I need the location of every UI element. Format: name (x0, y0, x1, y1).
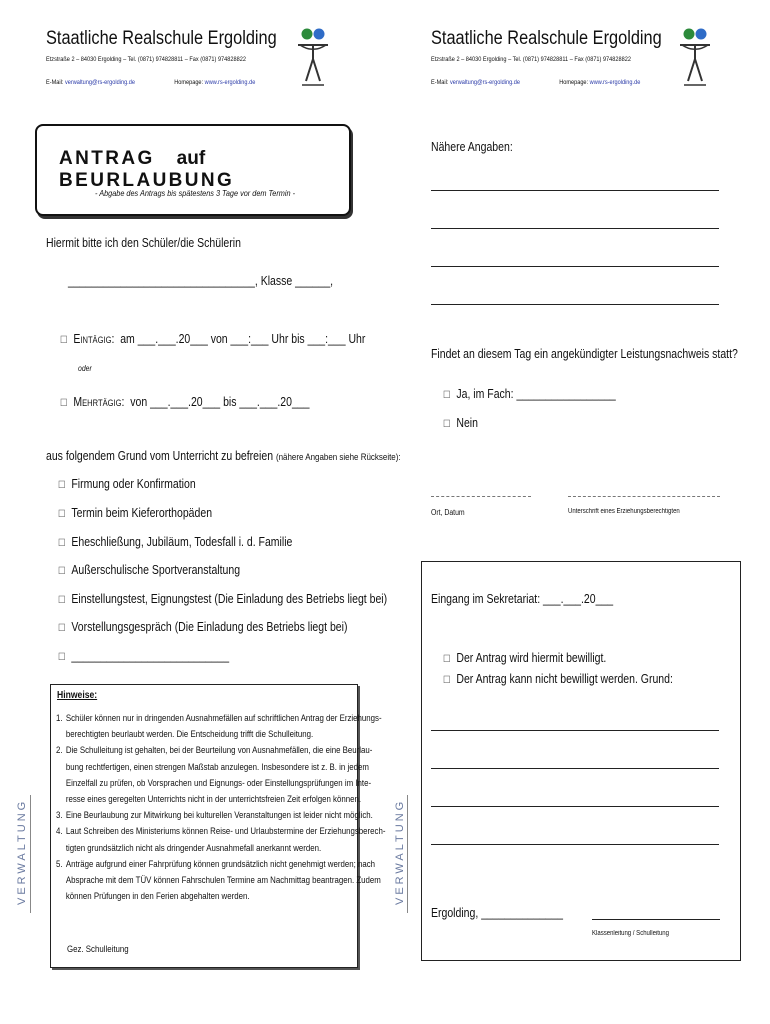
hinweis-line (56, 824, 385, 840)
approval-signature-line[interactable] (592, 919, 720, 920)
contact-line (46, 79, 255, 86)
hinweis-line (56, 776, 371, 792)
signature-line[interactable] (568, 496, 720, 497)
email-label: E-Mail: (431, 79, 449, 86)
hinweis-line (56, 711, 382, 727)
hinweis-text: berechtigten beurlaubt werden. Die Entscheidung trifft die Schulleitung. (65, 729, 314, 741)
hinweis-text: Die Schulleitung ist gehalten, bei der Beurteilung von Ausnahmefällen, die eine Beurlau- (65, 745, 373, 757)
email-label: E-Mail: (46, 79, 64, 86)
checkbox-icon[interactable]: ☐ (443, 675, 451, 686)
place-date-caption: Ort, Datum (431, 508, 465, 517)
school-name: Staatliche Realschule Ergolding (46, 28, 277, 49)
option-denied[interactable]: ☐ Der Antrag kann nicht bewilligt werden. Grund: (443, 672, 673, 686)
reason-intro: aus folgendem Grund vom Unterricht zu befreien (nähere Angaben siehe Rückseite): (46, 449, 401, 463)
title-box (35, 124, 351, 216)
checkbox-icon[interactable]: ☐ (60, 335, 68, 346)
hinweis-line (56, 808, 373, 824)
school-logo (294, 25, 332, 87)
approval-signature-caption: Klassenleitung / Schulleitung (592, 930, 669, 937)
school-name-right: Staatliche Realschule Ergolding (431, 28, 662, 49)
hinweis-line (56, 727, 313, 743)
hinweis-text: können Prüfungen in den Ferien abgehalten werden. (65, 891, 250, 903)
checkbox-icon[interactable]: ☐ (58, 623, 66, 634)
school-address: Etzstraße 2 – 84030 Ergolding – Tel. (0871) 974828811 – Fax (0871) 974828822 (46, 56, 246, 63)
side-label: VERWALTUNG (16, 798, 28, 905)
reason-line[interactable] (431, 768, 719, 769)
assessment-question: Findet an diesem Tag ein angekündigter Leistungsnachweis statt? (431, 347, 738, 361)
hinweis-text: resse eines geregelten Unterrichts nicht in der unterrichtsfreien Zeit erfolgen können. (65, 794, 362, 805)
hinweis-number: 5. (56, 858, 63, 870)
option-yes[interactable]: ☐ Ja, im Fach: _________________ (443, 387, 616, 401)
side-label-right: VERWALTUNG (394, 798, 406, 905)
reason-item[interactable]: ☐ Außerschulische Sportveranstaltung (58, 563, 241, 577)
hinweis-line (56, 841, 321, 857)
option-mehrtaegig[interactable] (60, 395, 309, 409)
contact-line-right (431, 79, 640, 86)
details-line[interactable] (431, 190, 719, 191)
homepage-link[interactable]: www.rs-ergolding.de (589, 79, 641, 86)
hinweis-line (56, 857, 375, 873)
checkbox-icon[interactable]: ☐ (443, 419, 451, 430)
homepage-label: Homepage: (559, 79, 589, 86)
form-title: ANTRAG aufBEURLAUBUNG (59, 148, 235, 191)
hinweise-title: Hinweise: (57, 690, 98, 701)
ergolding-field[interactable]: Ergolding, ______________ (431, 906, 563, 920)
school-address-right: Etzstraße 2 – 84030 Ergolding – Tel. (0871) 974828811 – Fax (0871) 974828822 (431, 56, 631, 63)
details-label: Nähere Angaben: (431, 140, 513, 154)
reason-item[interactable]: ☐ Firmung oder Konfirmation (58, 477, 196, 491)
details-line[interactable] (431, 228, 719, 229)
signature: Gez. Schulleitung (67, 944, 129, 955)
hinweis-text: Laut Schreiben des Ministeriums können Reise- und Urlaubstermine der Erziehungsberech- (65, 826, 386, 838)
hinweis-number: 3. (56, 810, 63, 822)
hinweis-line (56, 760, 369, 776)
student-name-field[interactable]: ________________________________, Klasse ______, (68, 274, 334, 288)
hinweis-line (56, 889, 250, 905)
checkbox-icon[interactable]: ☐ (58, 566, 66, 577)
hinweis-number: 4. (56, 826, 63, 838)
hinweis-text: tigten grundsätzlich nicht als dringender Ausnahmefall anerkannt werden. (65, 842, 322, 854)
checkbox-icon[interactable]: ☐ (58, 480, 66, 491)
hinweis-number: 2. (56, 745, 63, 757)
checkbox-icon[interactable]: ☐ (58, 595, 66, 606)
checkbox-icon[interactable]: ☐ (443, 390, 451, 401)
email-link[interactable]: verwaltung@rs-ergolding.de (449, 79, 520, 86)
signature-caption: Unterschrift eines Erziehungsberechtigten (568, 508, 680, 515)
reason-item[interactable]: ☐ Eheschließung, Jubiläum, Todesfall i. d. Familie (58, 535, 293, 549)
homepage-label: Homepage: (174, 79, 204, 86)
hinweis-number: 1. (56, 713, 63, 724)
place-date-line[interactable] (431, 496, 531, 497)
hinweis-text: Einzelfall zu prüfen, ob Vorsprachen und Eignungs- oder Einstellungsprüfungen im Inte- (65, 777, 372, 789)
checkbox-icon[interactable]: ☐ (58, 509, 66, 520)
option-label: Mehrtägig: (73, 395, 125, 409)
checkbox-icon[interactable]: ☐ (443, 654, 451, 665)
intro-text: Hiermit bitte ich den Schüler/die Schülerin (46, 236, 241, 250)
email-link[interactable]: verwaltung@rs-ergolding.de (64, 79, 135, 86)
oder-text: oder (78, 364, 92, 373)
checkbox-icon[interactable]: ☐ (58, 538, 66, 549)
checkbox-icon[interactable]: ☐ (58, 652, 66, 663)
hinweis-text: Schüler können nur in dringenden Ausnahmefällen auf schriftlichen Antrag der Erziehungs- (65, 713, 382, 724)
option-text: von ___.___.20___ bis ___.___.20___ (130, 395, 310, 409)
hinweis-line (56, 792, 361, 808)
hinweis-text: Absprache mit dem TÜV können Fahrschulen Termine am Nachmittag beantragen. Zudem (65, 875, 381, 886)
checkbox-icon[interactable]: ☐ (60, 398, 68, 409)
eingang-field[interactable]: Eingang im Sekretariat: ___.___.20___ (431, 592, 614, 606)
reason-item[interactable]: ☐ Einstellungstest, Eignungstest (Die Einladung des Betriebs liegt bei) (58, 592, 388, 606)
reason-line[interactable] (431, 806, 719, 807)
details-line[interactable] (431, 304, 719, 305)
hinweis-line (56, 873, 381, 889)
option-label: Eintägig: (73, 332, 115, 346)
school-logo-right (676, 25, 714, 87)
side-line (30, 795, 31, 913)
reason-item[interactable]: ☐ Termin beim Kieferorthopäden (58, 506, 213, 520)
reason-item-other[interactable]: ☐ ___________________________ (58, 649, 230, 663)
option-no[interactable]: ☐ Nein (443, 416, 478, 430)
hinweis-line (56, 743, 372, 759)
reason-line[interactable] (431, 730, 719, 731)
option-text: am ___.___.20___ von ___:___ Uhr bis ___:___ Uhr (120, 332, 366, 346)
office-box (421, 561, 741, 961)
hinweis-text: Eine Beurlaubung zur Mitwirkung bei kulturellen Veranstaltungen ist leider nicht möglich. (65, 810, 373, 822)
reason-item[interactable]: ☐ Vorstellungsgespräch (Die Einladung des Betriebs liegt bei) (58, 620, 348, 634)
form-subtitle: - Abgabe des Antrags bis spätestens 3 Tage vor dem Termin - (95, 188, 296, 198)
hinweis-text: bung rechtfertigen, einen strengen Maßstab anzulegen. Insbesondere ist z. B. in jedem (65, 761, 369, 773)
option-eintaegig[interactable] (60, 332, 365, 346)
homepage-link[interactable]: www.rs-ergolding.de (204, 79, 256, 86)
reason-line[interactable] (431, 844, 719, 845)
hinweis-text: Anträge aufgrund einer Fahrprüfung können grundsätzlich nicht genehmigt werden; nach (65, 858, 376, 870)
details-line[interactable] (431, 266, 719, 267)
option-approved[interactable]: ☐ Der Antrag wird hiermit bewilligt. (443, 651, 607, 665)
side-line-right (407, 795, 408, 913)
